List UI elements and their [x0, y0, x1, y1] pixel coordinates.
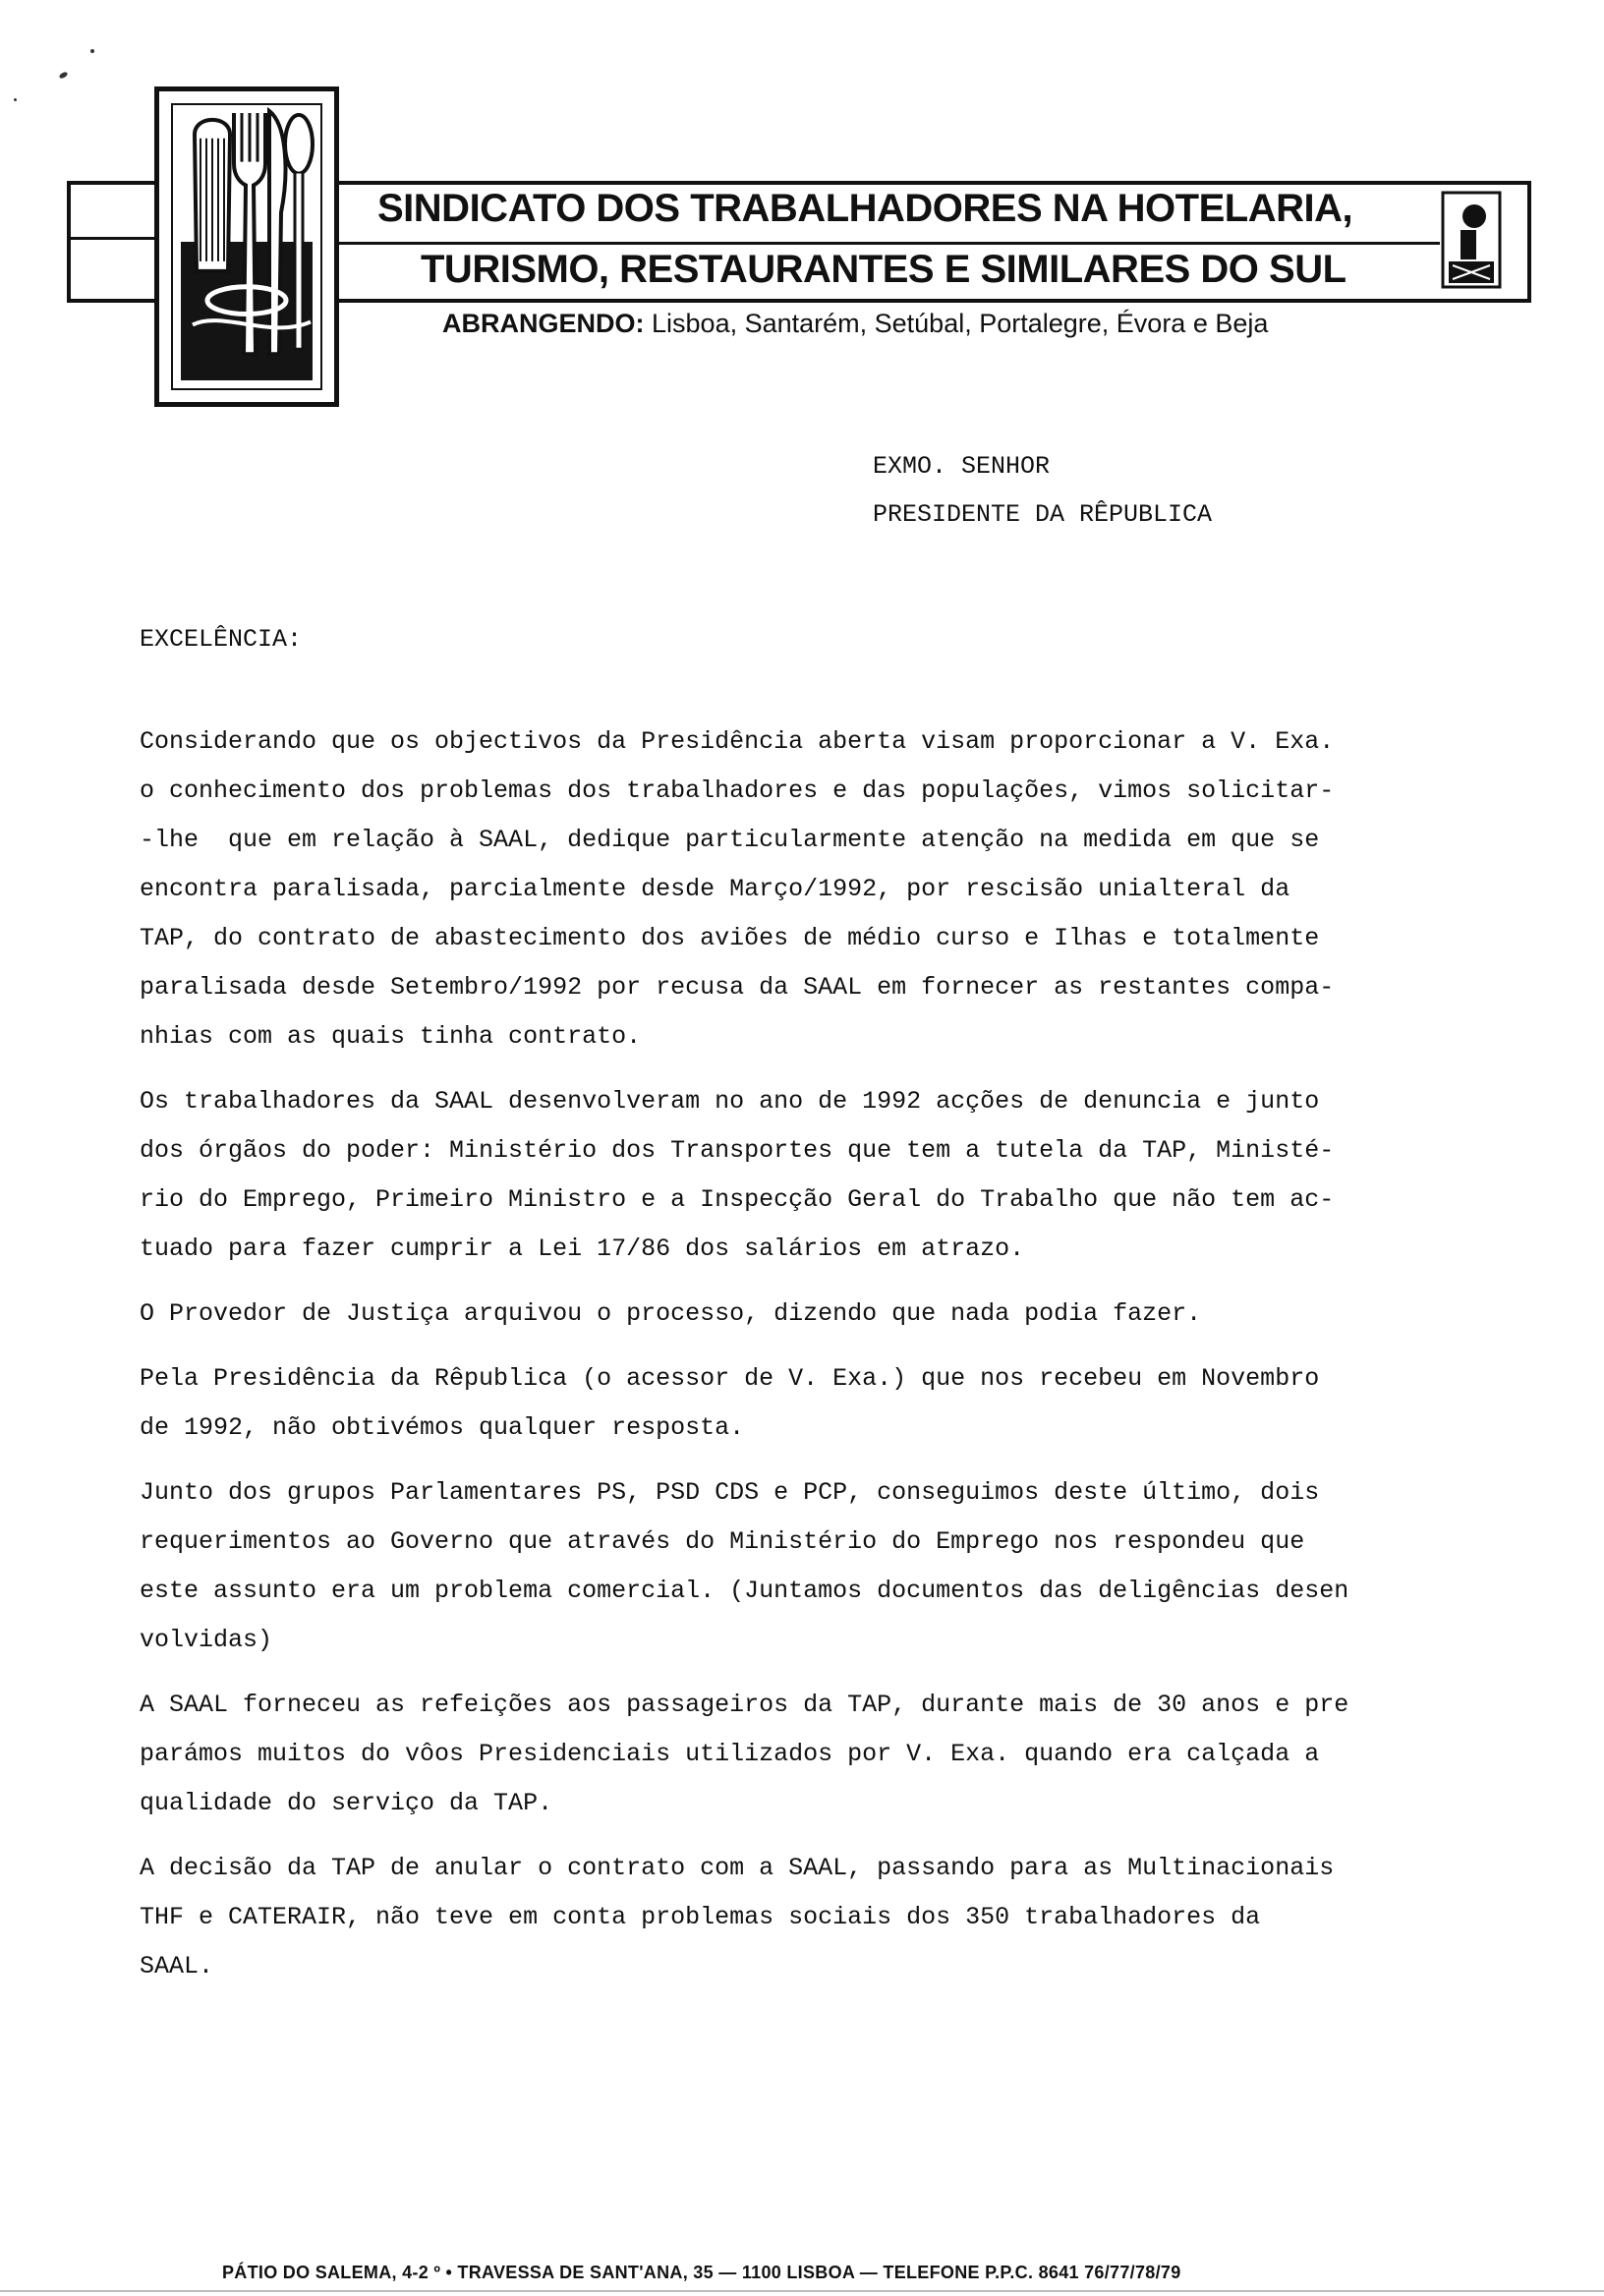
text-line: requerimentos ao Governo que através do Ministério do Emprego nos respondeu que — [140, 1527, 1305, 1556]
paragraph — [140, 1681, 1496, 1828]
text-line: dos órgãos do poder: Ministério dos Transportes que tem a tutela da TAP, Ministé- — [140, 1136, 1335, 1165]
cutlery-glass-logo-icon — [171, 103, 322, 390]
text-line: Pela Presidência da Rêpublica (o acessor de V. Exa.) que nos recebeu em Novembro — [140, 1364, 1320, 1393]
text-line: de 1992, não obtivémos qualquer resposta. — [140, 1413, 745, 1442]
coverage-regions: Lisboa, Santarém, Setúbal, Portalegre, Évora e Beja — [652, 309, 1269, 338]
text-line: TAP, do contrato de abastecimento dos aviões de médio curso e Ilhas e totalmente — [140, 924, 1320, 952]
union-name-line-1: SINDICATO DOS TRABALHADORES NA HOTELARIA, — [377, 187, 1353, 230]
letter-body — [140, 718, 1496, 2007]
paragraph — [140, 1290, 1496, 1339]
text-line: tuado para fazer cumprir a Lei 17/86 dos salários em atrazo. — [140, 1234, 1025, 1263]
text-line: -lhe que em relação à SAAL, dedique particularmente atenção na medida em que se — [140, 826, 1320, 854]
text-line: O Provedor de Justiça arquivou o processo, dizendo que nada podia fazer. — [140, 1299, 1202, 1328]
text-line: THF e CATERAIR, não teve em conta problemas sociais dos 350 trabalhadores da — [140, 1903, 1261, 1931]
addressee-line-2: PRESIDENTE DA RÊPUBLICA — [873, 500, 1213, 529]
union-emblem-icon — [1441, 191, 1502, 289]
text-line: A SAAL forneceu as refeições aos passageiros da TAP, durante mais de 30 anos e pre — [140, 1691, 1349, 1719]
text-line: rio do Emprego, Primeiro Ministro e a Inspecção Geral do Trabalho que não tem ac- — [140, 1185, 1335, 1214]
footer-address: PÁTIO DO SALEMA, 4-2 º • TRAVESSA DE SANT'ANA, 35 — 1100 LISBOA — TELEFONE P.P.C. 8641 76/77/78/79 — [222, 2263, 1181, 2282]
salutation: EXCELÊNCIA: — [140, 625, 303, 654]
text-line: encontra paralisada, parcialmente desde Março/1992, por rescisão unialteral da — [140, 875, 1290, 903]
text-line: Considerando que os objectivos da Presidência aberta visam proporcionar a V. Exa. — [140, 727, 1335, 756]
union-name-line-2: TURISMO, RESTAURANTES E SIMILARES DO SUL — [421, 248, 1346, 291]
union-logo — [154, 86, 339, 407]
text-line: parámos muitos do vôos Presidenciais utilizados por V. Exa. quando era calçada a — [140, 1740, 1320, 1768]
scan-speck — [14, 98, 17, 101]
text-line: A decisão da TAP de anular o contrato com a SAAL, passando para as Multinacionais — [140, 1854, 1335, 1882]
scan-speck — [58, 71, 68, 80]
coverage-line — [442, 309, 1268, 339]
footer-rule — [0, 2290, 1604, 2292]
paragraph — [140, 1844, 1496, 1991]
text-line: paralisada desde Setembro/1992 por recusa da SAAL em fornecer as restantes compa- — [140, 973, 1335, 1002]
text-line: SAAL. — [140, 1952, 214, 1980]
letterhead-rule — [67, 237, 157, 240]
letterhead-rule — [339, 242, 1440, 245]
addressee-block — [873, 442, 1212, 539]
addressee-line-1: EXMO. SENHOR — [873, 452, 1051, 481]
text-line: qualidade do serviço da TAP. — [140, 1789, 553, 1817]
text-line: nhias com as quais tinha contrato. — [140, 1022, 642, 1051]
paragraph — [140, 1354, 1496, 1453]
paragraph — [140, 718, 1496, 1062]
text-line: Os trabalhadores da SAAL desenvolveram no ano de 1992 acções de denuncia e junto — [140, 1087, 1320, 1116]
coverage-label: ABRANGENDO: — [442, 309, 645, 338]
text-line: Junto dos grupos Parlamentares PS, PSD CDS e PCP, conseguimos deste último, dois — [140, 1478, 1320, 1507]
scan-speck — [90, 49, 94, 53]
text-line: volvidas) — [140, 1626, 273, 1654]
text-line: o conhecimento dos problemas dos trabalhadores e das populações, vimos solicitar- — [140, 776, 1335, 805]
paragraph — [140, 1468, 1496, 1665]
text-line: este assunto era um problema comercial. (Juntamos documentos das deligências desen — [140, 1577, 1349, 1605]
paragraph — [140, 1077, 1496, 1274]
